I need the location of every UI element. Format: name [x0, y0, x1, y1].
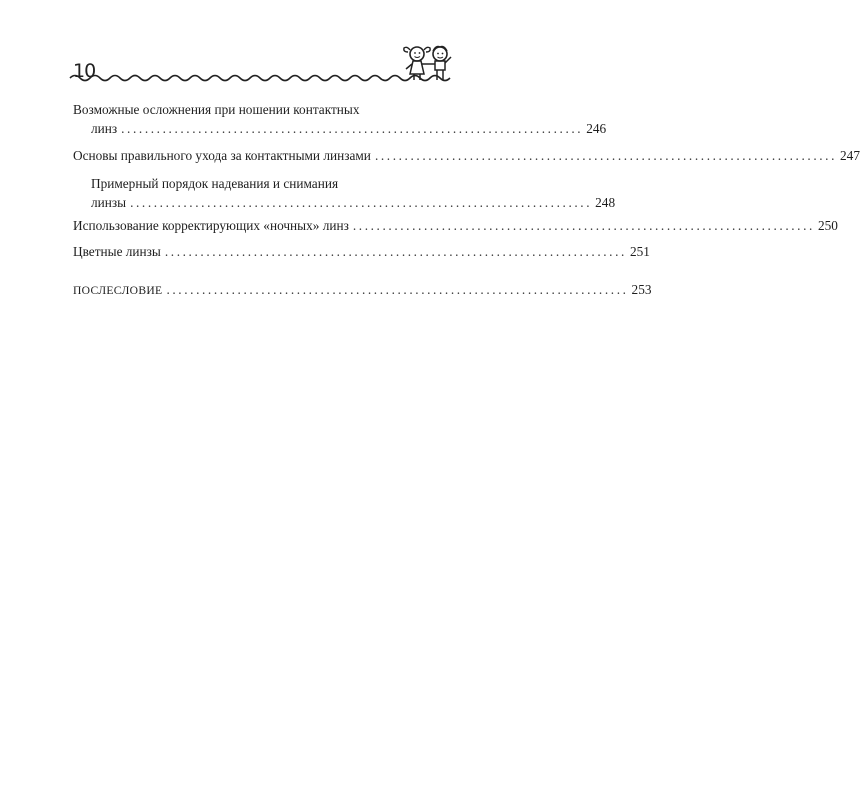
dot-leader: .............................................................................. — [374, 148, 838, 163]
page-header — [0, 0, 500, 100]
toc-entry-title: Основы правильного ухода за контактными линзами — [73, 148, 371, 163]
toc-page-number: 247 — [840, 148, 860, 163]
toc-page-number: 248 — [595, 195, 616, 210]
wavy-divider — [70, 72, 450, 84]
toc-entry[interactable] — [73, 146, 860, 165]
toc-entry[interactable] — [73, 100, 607, 138]
dot-leader: .............................................................................. — [121, 121, 584, 136]
page-number: 10 — [73, 60, 96, 82]
toc-entry-title: ПОСЛЕСЛОВИЕ — [73, 284, 163, 297]
toc-page-number: 251 — [629, 244, 650, 259]
toc-entry[interactable] — [73, 242, 650, 261]
toc-entry[interactable] — [73, 216, 838, 235]
toc-entry-title: Цветные линзы — [73, 244, 161, 259]
toc-entry-title-continued: линз — [91, 121, 118, 136]
toc-entry-title: Возможные осложнения при ношении контактных — [73, 102, 360, 117]
toc-page-number: 253 — [631, 282, 652, 297]
dot-leader: .............................................................................. — [166, 282, 629, 297]
toc-entry[interactable] — [73, 174, 616, 212]
toc-page-number: 246 — [586, 121, 607, 136]
toc-entry[interactable] — [73, 280, 652, 300]
toc-entry-title: Использование корректирующих «ночных» линз — [73, 218, 349, 233]
dot-leader: .............................................................................. — [164, 244, 627, 259]
toc-entry-title: Примерный порядок надевания и снимания — [91, 176, 339, 191]
toc-page-number: 250 — [817, 218, 838, 233]
kids-holding-hands-icon — [400, 42, 456, 82]
dot-leader: .............................................................................. — [352, 218, 815, 233]
dot-leader: .............................................................................. — [130, 195, 593, 210]
toc-entry-title-continued: линзы — [91, 195, 127, 210]
